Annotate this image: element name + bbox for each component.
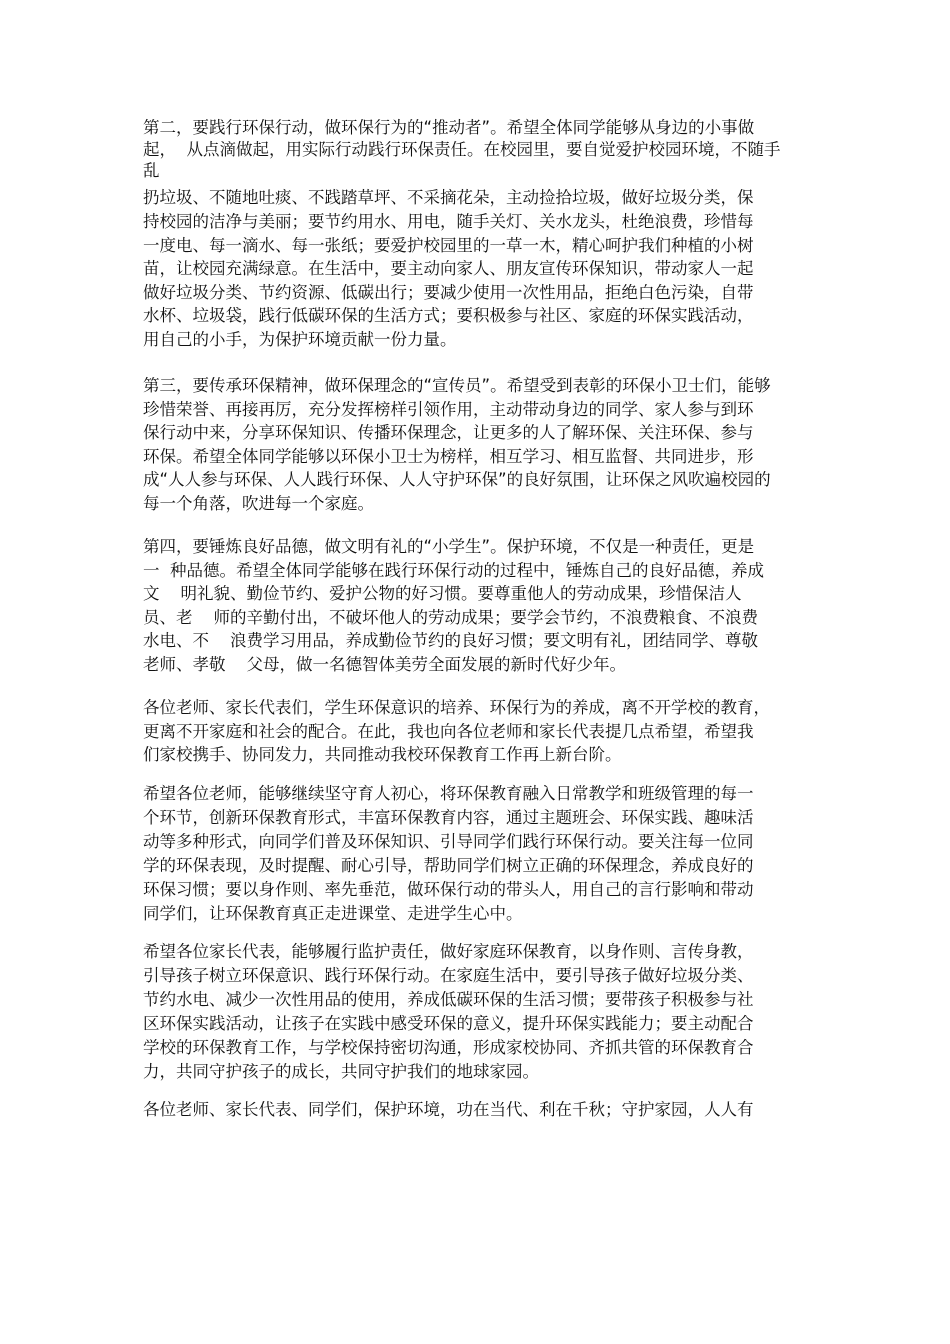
text-line: 乱 bbox=[143, 161, 160, 180]
text-line: 起， 从点滴做起，用实际行动践行环保责任。在校园里，要自觉爱护校园环境，不随手 bbox=[143, 140, 781, 159]
text-line: 一度电、每一滴水、每一张纸；要爱护校园里的一草一木，精心呵护我们种植的小树 bbox=[143, 236, 754, 255]
text-line: 成“人人参与环保、人人践行环保、人人守护环保”的良好氛围，让环保之风吹遍校园的 bbox=[143, 470, 771, 489]
text-line: 节约水电、减少一次性用品的使用，养成低碳环保的生活习惯；要带孩子积极参与社 bbox=[143, 990, 754, 1009]
text-line: 一 种品德。希望全体同学能够在践行环保行动的过程中，锤炼自己的良好品德，养成 bbox=[143, 561, 764, 580]
text-line: 水杯、垃圾袋，践行低碳环保的生活方式；要积极参与社区、家庭的环保实践活动， bbox=[143, 306, 754, 325]
text-line: 学的环保表现，及时提醒、耐心引导，帮助同学们树立正确的环保理念，养成良好的 bbox=[143, 856, 754, 875]
text-line: 做好垃圾分类、节约资源、低碳出行；要减少使用一次性用品，拒绝白色污染，自带 bbox=[143, 283, 754, 302]
text-line: 员、老 师的辛勤付出，不破坏他人的劳动成果；要学会节约，不浪费粮食、不浪费 bbox=[143, 608, 758, 627]
text-line: 同学们，让环保教育真正走进课堂、走进学生心中。 bbox=[143, 904, 523, 923]
text-line: 区环保实践活动，让孩子在实践中感受环保的意义，提升环保实践能力；要主动配合 bbox=[143, 1014, 754, 1033]
text-line: 环保。希望全体同学能够以环保小卫士为榜样，相互学习、相互监督、共同进步，形 bbox=[143, 447, 754, 466]
text-line: 动等多种形式，向同学们普及环保知识、引导同学们践行环保行动。要关注每一位同 bbox=[143, 832, 754, 851]
text-line: 用自己的小手，为保护环境贡献一份力量。 bbox=[143, 330, 457, 349]
text-line: 各位老师、家长代表们，学生环保意识的培养、环保行为的养成，离不开学校的教育， bbox=[143, 698, 770, 717]
text-line: 扔垃圾、不随地吐痰、不践踏草坪、不采摘花朵，主动捡拾垃圾，做好垃圾分类，保 bbox=[143, 188, 754, 207]
text-line: 第三，要传承环保精神，做环保理念的“宣传员”。希望受到表彰的环保小卫士们，能够 bbox=[143, 376, 771, 395]
text-line: 第四，要锤炼良好品德，做文明有礼的“小学生”。保护环境，不仅是一种责任，更是 bbox=[143, 537, 755, 556]
text-line: 环保习惯；要以身作则、率先垂范，做环保行动的带头人，用自己的言行影响和带动 bbox=[143, 880, 754, 899]
text-line: 更离不开家庭和社会的配合。在此，我也向各位老师和家长代表提几点希望，希望我 bbox=[143, 722, 754, 741]
text-line: 个环节，创新环保教育形式，丰富环保教育内容，通过主题班会、环保实践、趣味活 bbox=[143, 808, 754, 827]
text-line: 水电、不 浪费学习用品，养成勤俭节约的良好习惯；要文明有礼，团结同学、尊敬 bbox=[143, 631, 758, 650]
text-line: 文 明礼貌、勤俭节约、爱护公物的好习惯。要尊重他人的劳动成果，珍惜保洁人 bbox=[143, 584, 742, 603]
text-line: 各位老师、家长代表、同学们，保护环境，功在当代、利在千秋；守护家园，人人有 bbox=[143, 1100, 754, 1119]
text-line: 第二，要践行环保行动，做环保行为的“推动者”。希望全体同学能够从身边的小事做 bbox=[143, 118, 755, 137]
text-line: 珍惜荣誉、再接再厉，充分发挥榜样引领作用，主动带动身边的同学、家人参与到环 bbox=[143, 400, 754, 419]
text-line: 苗，让校园充满绿意。在生活中，要主动向家人、朋友宣传环保知识，带动家人一起 bbox=[143, 259, 754, 278]
text-line: 希望各位老师，能够继续坚守育人初心，将环保教育融入日常教学和班级管理的每一 bbox=[143, 784, 754, 803]
text-line: 引导孩子树立环保意识、践行环保行动。在家庭生活中，要引导孩子做好垃圾分类、 bbox=[143, 966, 754, 985]
text-line: 持校园的洁净与美丽；要节约用水、用电，随手关灯、关水龙头，杜绝浪费，珍惜每 bbox=[143, 212, 754, 231]
text-line: 力，共同守护孩子的成长，共同守护我们的地球家园。 bbox=[143, 1062, 539, 1081]
text-line: 学校的环保教育工作，与学校保持密切沟通，形成家校协同、齐抓共管的环保教育合 bbox=[143, 1038, 754, 1057]
text-line: 保行动中来，分享环保知识、传播环保理念，让更多的人了解环保、关注环保、参与 bbox=[143, 423, 754, 442]
text-line: 希望各位家长代表，能够履行监护责任，做好家庭环保教育，以身作则、言传身教， bbox=[143, 942, 754, 961]
text-line: 老师、孝敬 父母，做一名德智体美劳全面发展的新时代好少年。 bbox=[143, 655, 626, 674]
text-line: 每一个角落，吹进每一个家庭。 bbox=[143, 494, 374, 513]
text-line: 们家校携手、协同发力，共同推动我校环保教育工作再上新台阶。 bbox=[143, 745, 622, 764]
